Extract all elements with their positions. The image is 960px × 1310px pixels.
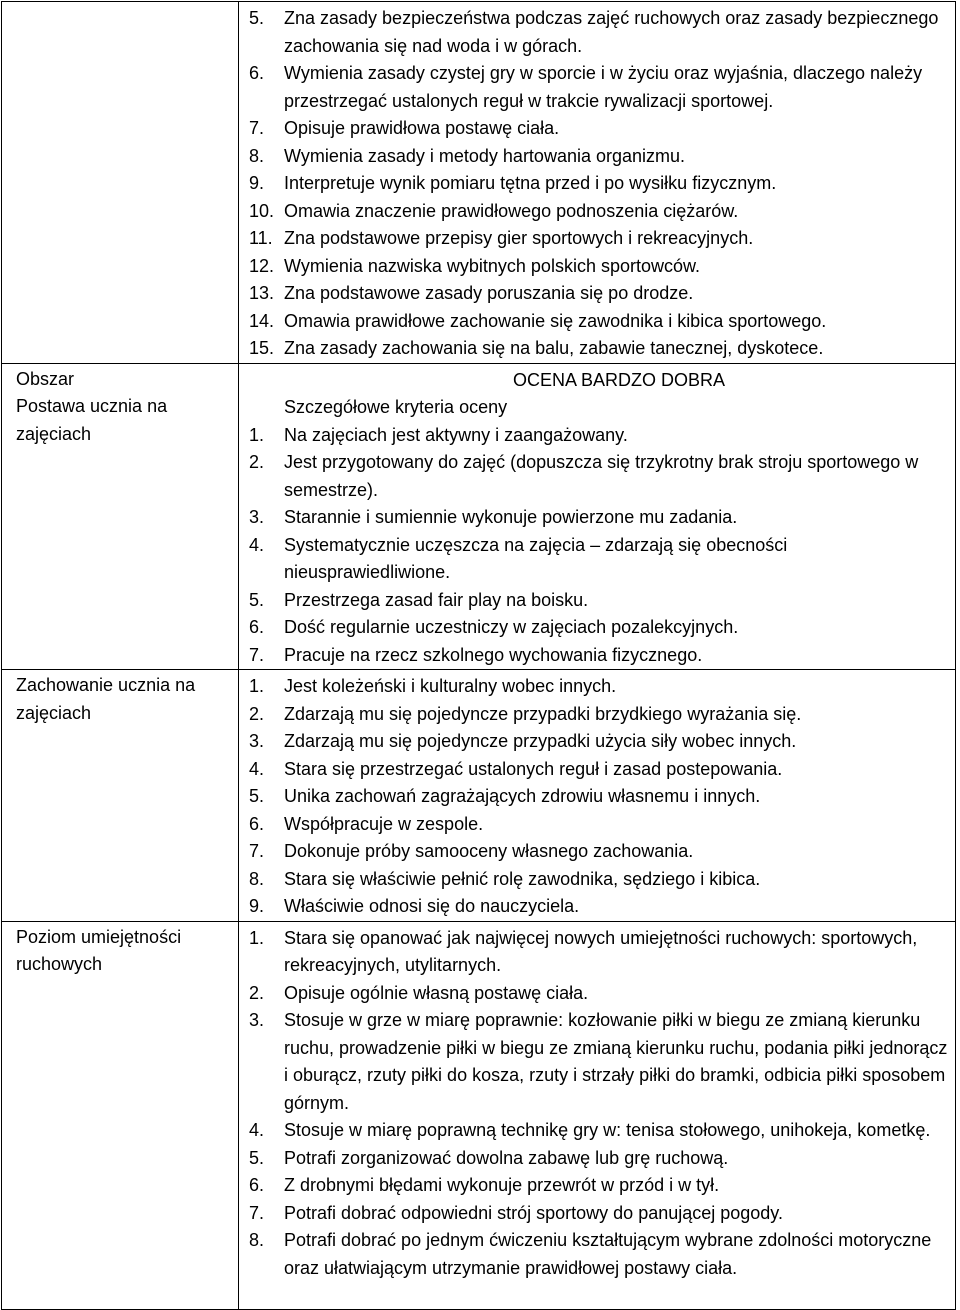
criteria-list (239, 422, 955, 670)
list-item: 6. Z drobnymi błędami wykonuje przewrót w przód i w tył. (249, 1175, 720, 1195)
list-item: 1. Jest koleżeński i kulturalny wobec innych. (249, 676, 617, 696)
criteria-subheading: Szczegółowe kryteria oceny (284, 397, 508, 417)
area-label: Zachowanie ucznia na zajęciach (16, 675, 196, 723)
table-row (2, 2, 956, 364)
area-label: Poziom umiejętności ruchowych (16, 926, 182, 974)
list-item: 8. Wymienia zasady i metody hartowania organizmu. (249, 145, 686, 166)
criteria-list (239, 5, 955, 363)
list-item: 2. Opisuje ogólnie własną postawę ciała. (249, 982, 589, 1003)
list-item: 4. Systematycznie uczęszcza na zajęcia – zdarzają się obecności nieusprawiedliwione. (249, 534, 788, 582)
list-item: 7. Potrafi dobrać odpowiedni strój sportowy do panującej pogody. (249, 1202, 783, 1223)
list-item: 3. Zdarzają mu się pojedyncze przypadki użycia siły wobec innych. (249, 731, 797, 751)
list-item: 5. Zna zasady bezpieczeństwa podczas zajęć ruchowych oraz zasady bezpiecznego zachowania się nad woda i w górach. (249, 8, 939, 56)
grade-heading: OCENA BARDZO DOBRA (512, 369, 726, 390)
area-cell (2, 670, 239, 922)
list-item: 1. Stara się opanować jak najwięcej nowych umiejętności ruchowych: sportowych, rekreacyjnych, utylitarnych. (249, 927, 918, 975)
criteria-cell (239, 363, 956, 670)
list-item: 2. Jest przygotowany do zajęć (dopuszcza się trzykrotny brak stroju sportowego w semestrze). (249, 452, 919, 500)
list-item: 7. Opisuje prawidłowa postawę ciała. (249, 118, 560, 138)
list-item: 6. Dość regularnie uczestniczy w zajęciach pozalekcyjnych. (249, 617, 739, 637)
list-item: 11. Zna podstawowe przepisy gier sportowych i rekreacyjnych. (249, 228, 754, 248)
criteria-table (1, 1, 956, 1310)
list-item: 13. Zna podstawowe zasady poruszania się po drodze. (249, 283, 694, 303)
list-item: 9. Interpretuje wynik pomiaru tętna przed i po wysiłku fizycznym. (249, 173, 777, 193)
criteria-list (239, 673, 955, 921)
list-item: 5. Unika zachowań zagrażających zdrowiu własnemu i innych. (249, 786, 761, 806)
list-item: 7. Pracuje na rzecz szkolnego wychowania fizycznego. (249, 644, 703, 665)
list-item: 5. Potrafi zorganizować dowolna zabawę lub grę ruchową. (249, 1147, 729, 1168)
table-row (2, 921, 956, 1309)
table-row (2, 670, 956, 922)
area-label: Postawa ucznia na zajęciach (16, 396, 168, 444)
criteria-cell (239, 670, 956, 922)
criteria-cell (239, 921, 956, 1309)
area-cell (2, 921, 239, 1309)
list-item: 8. Potrafi dobrać po jednym ćwiczeniu kształtującym wybrane zdolności motoryczne oraz ułatwiającym utrzymanie prawidłowej postawy ciała. (249, 1230, 932, 1278)
list-item: 10. Omawia znaczenie prawidłowego podnoszenia ciężarów. (249, 200, 739, 221)
list-item: 1. Na zajęciach jest aktywny i zaangażowany. (249, 424, 628, 445)
list-item: 9. Właściwie odnosi się do nauczyciela. (249, 896, 580, 916)
list-item: 12. Wymienia nazwiska wybitnych polskich sportowców. (249, 255, 700, 276)
table-row (2, 363, 956, 670)
list-item: 3. Starannie i sumiennie wykonuje powierzone mu zadania. (249, 507, 738, 527)
list-item: 4. Stara się przestrzegać ustalonych reguł i zasad postepowania. (249, 758, 783, 779)
list-item: 15. Zna zasady zachowania się na balu, zabawie tanecznej, dyskotece. (249, 338, 824, 358)
list-item: 6. Współpracuje w zespole. (249, 813, 484, 834)
list-item: 5. Przestrzega zasad fair play na boisku. (249, 589, 589, 610)
area-cell (2, 2, 239, 364)
area-cell (2, 363, 239, 670)
list-item: 3. Stosuje w grze w miarę poprawnie: kozłowanie piłki w biegu ze zmianą kierunku ruchu, prowadzenie piłki w biegu ze zmianą kierunku ruchu, podania piłki jednorącz i oburącz, rzuty piłki do kosza, rzuty i strzały piłki do bramki, odbicia piłki sposobem górnym. (249, 1010, 948, 1113)
list-item: 14. Omawia prawidłowe zachowanie się zawodnika i kibica sportowego. (249, 310, 827, 331)
criteria-list (239, 925, 955, 1283)
list-item: 4. Stosuje w miarę poprawną technikę gry w: tenisa stołowego, unihokeja, kometkę. (249, 1120, 931, 1140)
list-item: 6. Wymienia zasady czystej gry w sporcie i w życiu oraz wyjaśnia, dlaczego należy przestrzegać ustalonych reguł w trakcie rywalizacji sportowej. (249, 63, 923, 111)
area-heading: Obszar (16, 368, 75, 389)
list-item: 8. Stara się właściwie pełnić rolę zawodnika, sędziego i kibica. (249, 868, 761, 889)
list-item: 7. Dokonuje próby samooceny własnego zachowania. (249, 841, 694, 861)
list-item: 2. Zdarzają mu się pojedyncze przypadki brzydkiego wyrażania się. (249, 703, 802, 724)
criteria-cell (239, 2, 956, 364)
